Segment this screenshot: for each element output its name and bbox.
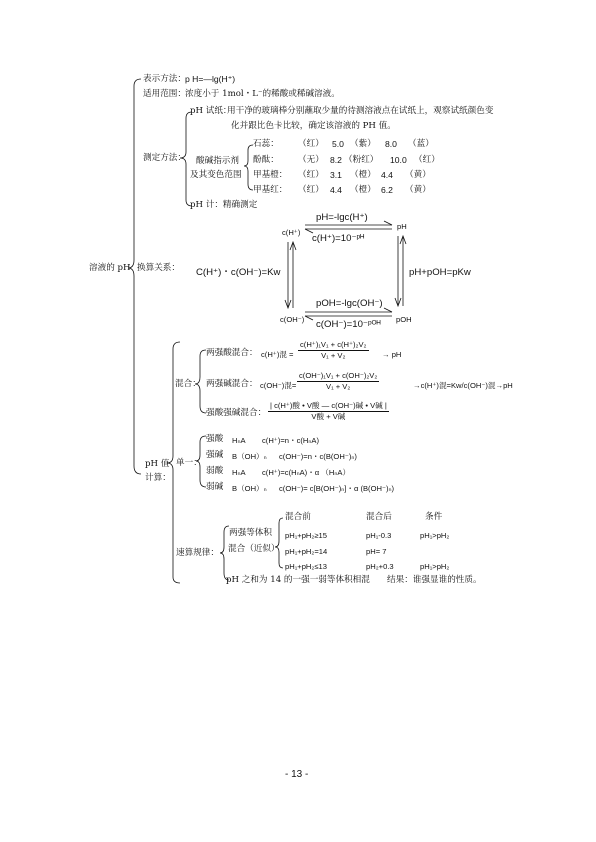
quick-head-cond: 条件 xyxy=(425,512,443,522)
indicator-label-1: 酸碱指示剂 xyxy=(196,156,239,166)
indicator-color-mid: （粉红） xyxy=(344,155,379,165)
indicator-name: 酚酞： xyxy=(253,155,279,165)
indicator-value-low: 4.4 xyxy=(330,185,342,195)
base-mix-lhs: c(OH⁻)混= xyxy=(260,381,297,390)
paper-text-2: 化并跟比色卡比较，确定该溶液的 PH 值。 xyxy=(231,121,396,131)
paper-label: pH 试纸： xyxy=(190,106,232,116)
acid-mix-label: 两强酸混合： xyxy=(206,348,258,358)
single-expr: c(OH⁻)=n・c(B(OH⁻)ₙ) xyxy=(279,452,357,461)
indicator-color-mid: （橙） xyxy=(350,170,376,180)
indicator-value-high: 6.2 xyxy=(381,185,393,195)
page-number: - 13 - xyxy=(285,769,309,780)
base-mix-rhs: →c(H⁺)混=Kw/c(OH⁻)混→pH xyxy=(413,381,513,390)
quick-before: pH₁+pH₂=14 xyxy=(285,547,328,556)
ph-meter-text: pH 计：精确测定 xyxy=(190,200,258,210)
base-mix-label: 两强碱混合： xyxy=(206,379,258,389)
scope-label: 适用范围： xyxy=(143,89,186,99)
acid-mix-lhs: c(H⁺)混 = xyxy=(261,350,294,359)
quick-left-1: 两强等体积 xyxy=(229,528,272,538)
base-mix-fraction xyxy=(297,371,379,392)
indicator-name: 甲基红： xyxy=(253,185,288,195)
acid-mix-numerator: c(H⁺)₁V₁ + c(H⁺)₂V₂ xyxy=(300,340,367,349)
quick-left-2: 混合（近似） xyxy=(228,544,280,554)
quick-after: pH₂+0.3 xyxy=(366,562,394,571)
indicator-color-high: （黄） xyxy=(405,185,431,195)
top-arrow-label-2: c(H⁺)=10⁻ᵖᴴ xyxy=(312,233,365,244)
indicator-value-low: 3.1 xyxy=(330,170,342,180)
single-formula: B（OH）ₙ xyxy=(232,484,267,493)
acid-base-mix-fraction xyxy=(268,401,389,422)
scope-text: 浓度小于 1mol・L⁻的稀酸或稀碱溶液。 xyxy=(185,89,340,99)
single-type: 强酸 xyxy=(206,434,224,444)
indicator-value-low: 8.2 xyxy=(330,155,342,165)
coh-node: c(OH⁻) xyxy=(280,315,305,324)
single-type: 弱酸 xyxy=(206,466,224,476)
base-mix-numerator: c(OH⁻)₁V₁ + c(OH⁻)₂V₂ xyxy=(299,371,378,380)
quick-label: 速算规律： xyxy=(176,548,219,558)
calc-label-1: pH 值 xyxy=(145,459,170,469)
acid-base-mix-label: 强酸强碱混合： xyxy=(206,408,267,418)
quick-cond: pH₁>pH₂ xyxy=(420,531,450,540)
indicator-value-high: 8.0 xyxy=(385,139,397,149)
indicator-name: 甲基橙： xyxy=(253,170,288,180)
measure-label: 测定方法： xyxy=(143,153,186,163)
indicator-name: 石蕊： xyxy=(253,139,279,149)
quick-after: pH₁-0.3 xyxy=(366,531,392,540)
acid-mix-rhs: → pH xyxy=(382,350,402,359)
kw-relation: C(H⁺)・c(OH⁻)=Kw xyxy=(196,267,281,278)
indicator-color-mid: （橙） xyxy=(350,185,376,195)
indicator-value-high: 10.0 xyxy=(390,155,407,165)
single-type: 强碱 xyxy=(206,450,224,460)
single-formula: HₙA xyxy=(232,436,246,445)
pkw-relation: pH+pOH=pKw xyxy=(409,267,471,278)
single-formula: B（OH）ₙ xyxy=(232,452,267,461)
single-formula: HₙA xyxy=(232,468,246,477)
single-type: 弱碱 xyxy=(206,482,224,492)
base-mix-denominator: V₁ + V₂ xyxy=(326,382,351,391)
indicator-value-low: 5.0 xyxy=(332,139,344,149)
bottom-arrow-label-2: c(OH⁻)=10⁻ᵖᴼᴴ xyxy=(316,319,381,330)
repr-formula: p H=—lg(H⁺) xyxy=(185,74,236,84)
indicator-color-high: （蓝） xyxy=(408,139,434,149)
poh-node: pOH xyxy=(396,315,412,324)
indicator-label-2: 及其变色范围 xyxy=(190,170,242,180)
bottom-arrow-label: pOH=-lgc(OH⁻) xyxy=(316,298,383,309)
quick-head-after: 混合后 xyxy=(366,512,392,522)
single-expr: c(OH⁻)= c[B(OH⁻)ₙ]・α (B(OH⁻)ₙ) xyxy=(279,484,395,493)
ch-node: c(H⁺) xyxy=(282,228,301,237)
indicator-color-high: （黄） xyxy=(405,170,431,180)
indicator-color-low: （红） xyxy=(298,170,324,180)
acid-base-mix-numerator: | c(H⁺)酸 • V酸 — c(OH⁻)碱 • V碱 | xyxy=(270,401,387,410)
ph-node: pH xyxy=(397,222,407,231)
mix-label: 混合： xyxy=(175,379,201,389)
acid-mix-fraction xyxy=(298,340,369,361)
indicator-color-mid: （紫） xyxy=(350,139,376,149)
quick-head-before: 混合前 xyxy=(285,512,311,522)
quick-cond: pH₁>pH₂ xyxy=(420,562,450,571)
repr-label: 表示方法： xyxy=(143,74,186,84)
indicator-color-low: （无） xyxy=(298,155,324,165)
indicator-color-low: （红） xyxy=(298,139,324,149)
top-arrow-label: pH=-lgc(H⁺) xyxy=(316,212,368,223)
root-label: 溶液的 pH xyxy=(89,263,131,273)
acid-mix-denominator: V₁ + V₂ xyxy=(321,351,346,360)
acid-base-mix-denominator: V酸 + V碱 xyxy=(311,412,346,421)
quick-note: pH 之和为 14 的一强一弱等体积相混 结果：谁强显谁的性质。 xyxy=(226,575,482,585)
calc-label-2: 计算： xyxy=(145,473,171,483)
indicator-color-low: （红） xyxy=(298,185,324,195)
single-expr: c(H⁺)=n・c(HₙA) xyxy=(262,436,320,445)
single-expr: c(H⁺)=c(HₙA)・α （HₙA） xyxy=(262,468,351,477)
quick-after: pH= 7 xyxy=(366,547,387,556)
conversion-label: 换算关系： xyxy=(137,263,180,273)
quick-before: pH₁+pH₂≥15 xyxy=(285,531,327,540)
quick-before: pH₁+pH₂≤13 xyxy=(285,562,327,571)
indicator-color-high: （红） xyxy=(414,155,440,165)
indicator-value-high: 4.4 xyxy=(381,170,393,180)
paper-text-1: 用干净的玻璃棒分别蘸取少量的待测溶液点在试纸上，观察试纸颜色变 xyxy=(227,106,494,116)
single-label: 单一： xyxy=(176,458,202,468)
